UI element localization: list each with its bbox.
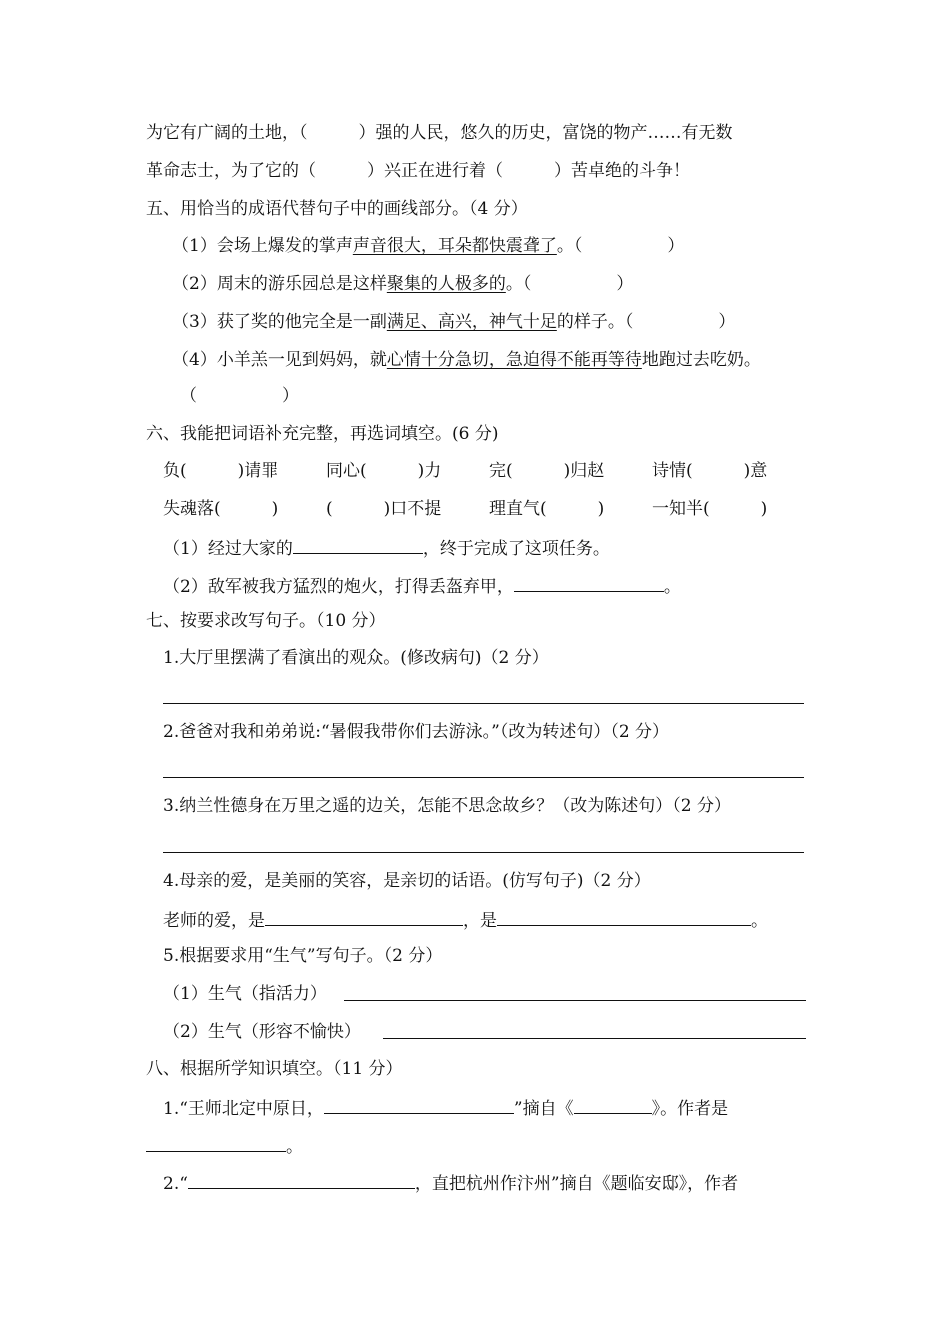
s7-question-2: 2.爸爸对我和弟弟说:“暑假我带你们去游泳。”（改为转述句）（2 分）	[163, 722, 670, 742]
q-text: （2）周末的游乐园总是这样	[172, 274, 387, 294]
answer-line[interactable]	[344, 1000, 806, 1001]
q-text: （2）敌军被我方猛烈的炮火，打得丢盔弃甲，	[163, 577, 514, 597]
s7-question-5a	[163, 983, 327, 1005]
fill-blank[interactable]	[188, 1171, 415, 1189]
s6-question-1	[163, 536, 610, 560]
idiom-blank[interactable]: 失魂落( )	[163, 499, 279, 519]
q-text: ，终于完成了这项任务。	[422, 539, 610, 559]
q-text: （1）会场上爆发的掌声	[172, 236, 353, 256]
s8-question-1	[163, 1096, 728, 1120]
section-7-heading: 七、按要求改写句子。（10 分）	[146, 611, 386, 631]
idiom-blank[interactable]: 诗情( )意	[652, 461, 768, 481]
section-8-heading: 八、根据所学知识填空。（11 分）	[146, 1059, 403, 1079]
underlined-phrase: 满足、高兴，神气十足	[386, 312, 557, 332]
s5-question-3	[172, 311, 735, 333]
s5-question-4	[172, 349, 761, 371]
s7-question-4: 4.母亲的爱，是美丽的笑容，是亲切的话语。(仿写句子)（2 分）	[163, 871, 651, 891]
s7-question-1: 1.大厅里摆满了看演出的观众。(修改病句)（2 分）	[163, 648, 549, 668]
q-text: （1）生气（指活力）	[163, 984, 327, 1004]
answer-paren[interactable]: 。（ ）	[505, 274, 634, 294]
fill-blank[interactable]	[574, 1096, 652, 1114]
s8-question-1-cont	[146, 1134, 303, 1158]
underlined-phrase: 声音很大，耳朵都快震聋了	[352, 236, 557, 256]
q-text: （1）经过大家的	[163, 539, 293, 559]
fill-blank[interactable]	[265, 908, 463, 926]
answer-paren[interactable]: 的样子。（ ）	[556, 312, 736, 332]
s5-question-1	[172, 235, 684, 257]
passage-line-2: 革命志士，为了它的（ ）兴正在进行着（ ）苦卓绝的斗争！	[146, 161, 690, 181]
section-5-heading: 五、用恰当的成语代替句子中的画线部分。（4 分）	[146, 199, 528, 219]
section-6-heading: 六、我能把词语补充完整，再选词填空。(6 分)	[146, 424, 499, 444]
idiom-blank[interactable]: 同心( )力	[326, 461, 442, 481]
s7-question-3: 3.纳兰性德身在万里之遥的边关，怎能不思念故乡？（改为陈述句）（2 分）	[163, 796, 731, 816]
idiom-blank[interactable]: 完( )归赵	[489, 461, 605, 481]
q-text: 地跑过去吃奶。	[641, 350, 761, 370]
underlined-phrase: 聚集的人极多的	[386, 274, 506, 294]
q-text: 》。作者是	[651, 1099, 729, 1119]
idiom-blank[interactable]: 理直气( )	[489, 499, 605, 519]
q-text: 。	[751, 911, 768, 931]
q-text: 。	[663, 577, 681, 597]
s5-question-4-answer[interactable]: （ ）	[180, 386, 299, 406]
answer-line[interactable]	[163, 852, 804, 853]
answer-line[interactable]	[383, 1038, 806, 1039]
q-text: ，是	[463, 911, 497, 931]
fill-blank[interactable]	[497, 908, 751, 926]
idiom-blank[interactable]: 一知半( )	[652, 499, 768, 519]
underlined-phrase: 心情十分急切，急迫得不能再等待	[386, 350, 642, 370]
s5-question-2	[172, 273, 633, 295]
answer-paren[interactable]: 。（ ）	[556, 236, 685, 256]
q-text: 1.“王师北定中原日，	[163, 1099, 324, 1119]
q-text: （3）获了奖的他完全是一副	[172, 312, 387, 332]
s7-question-5b	[163, 1021, 361, 1043]
s7-question-5: 5.根据要求用“生气”写句子。（2 分）	[163, 946, 443, 966]
q-text: ”摘自《	[513, 1099, 574, 1119]
q-text: 2.“	[163, 1174, 188, 1194]
fill-blank[interactable]	[146, 1134, 286, 1152]
answer-line[interactable]	[163, 703, 804, 704]
idiom-blank[interactable]: ( )口不提	[326, 499, 442, 519]
idiom-blank[interactable]: 负( )请罪	[163, 461, 279, 481]
answer-line[interactable]	[163, 777, 804, 778]
fill-blank[interactable]	[293, 536, 423, 554]
s7-question-4-fill	[163, 908, 768, 932]
fill-blank[interactable]	[514, 574, 664, 592]
s8-question-2	[163, 1171, 738, 1195]
fill-blank[interactable]	[324, 1096, 514, 1114]
s6-question-2	[163, 574, 681, 598]
q-text: 老师的爱，是	[163, 911, 265, 931]
q-text: ，直把杭州作汴州”摘自《题临安邸》，作者	[414, 1174, 739, 1194]
passage-line-1: 为它有广阔的土地，（ ）强的人民，悠久的历史，富饶的物产……有无数	[146, 123, 733, 143]
q-text: （2）生气（形容不愉快）	[163, 1022, 361, 1042]
q-text: 。	[286, 1137, 303, 1157]
q-text: （4）小羊羔一见到妈妈，就	[172, 350, 387, 370]
